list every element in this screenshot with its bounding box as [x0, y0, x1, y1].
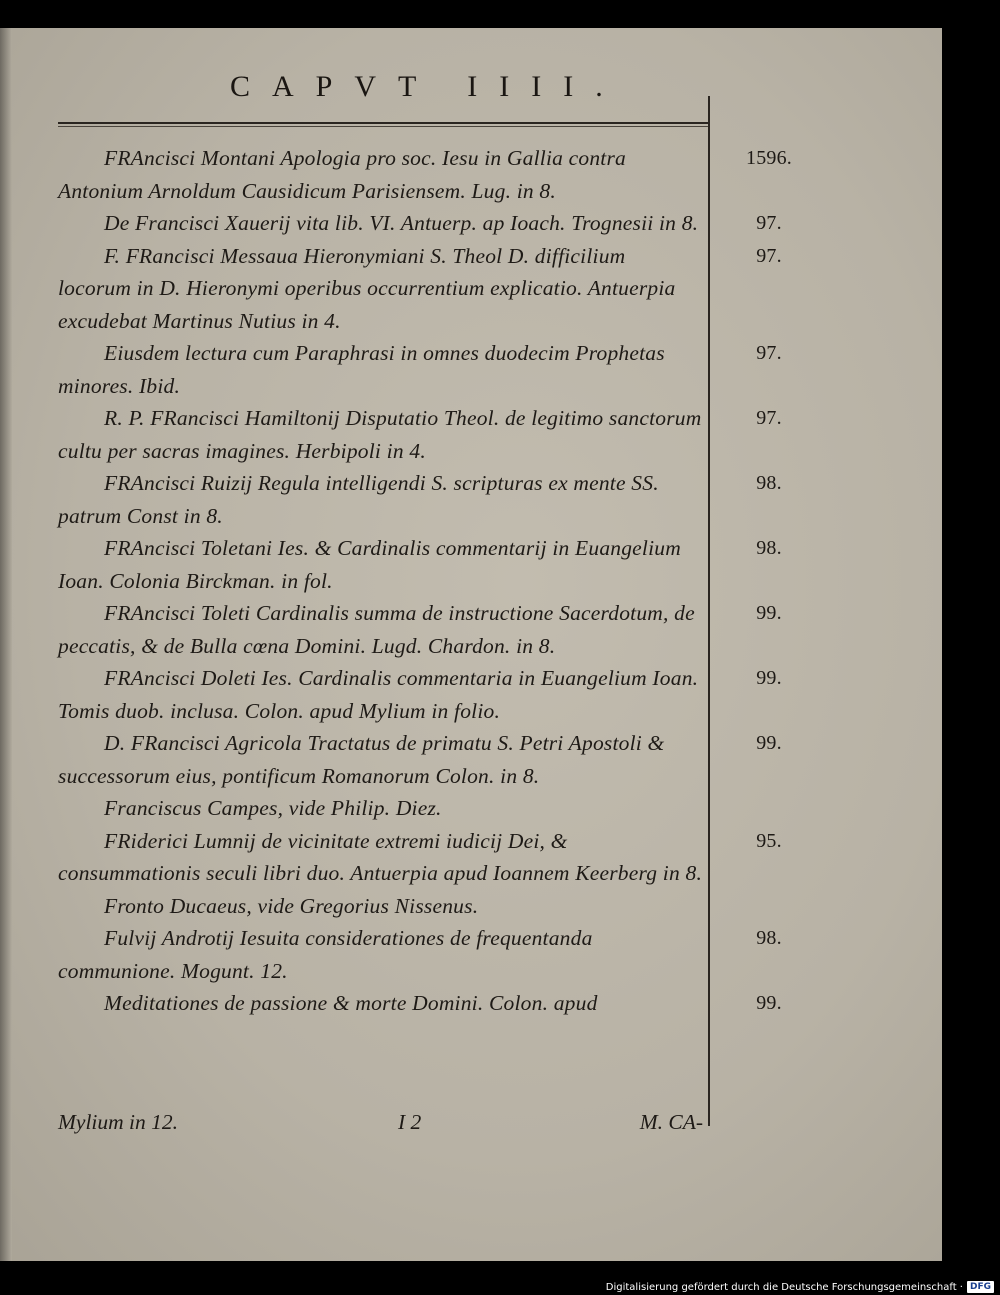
- entry-2: De Francisci Xauerij vita lib. VI. Antuerp. ap Ioach. Trognesii in 8. 97.: [58, 207, 703, 240]
- page-footer: [58, 1110, 703, 1142]
- entry-year: 99.: [756, 667, 782, 689]
- column-divider: [708, 96, 710, 1126]
- digitization-credit: [606, 1281, 994, 1293]
- entry-year: 97.: [756, 212, 782, 234]
- entry-7: FRAncisci Toletani Ies. & Cardinalis commentarij in Euangelium Ioan. Colonia Birckman. in fol. 98.: [58, 532, 703, 597]
- entry-1: FRAncisci Montani Apologia pro soc. Iesu in Gallia contra Antonium Arnoldum Causidicum Parisiensem. Lug. in 8. 1596.: [58, 142, 703, 207]
- entry-3: F. FRancisci Messaua Hieronymiani S. Theol D. difficilium locorum in D. Hieronymi operibus occurrentium explicatio. Antuerpia excudebat Martinus Nutius in 4. 97.: [58, 240, 703, 338]
- page-gutter: [0, 28, 12, 1261]
- entry-year: 99.: [756, 732, 782, 754]
- entry-4: Eiusdem lectura cum Paraphrasi in omnes duodecim Prophetas minores. Ibid. 97.: [58, 337, 703, 402]
- entry-year: 99.: [756, 602, 782, 624]
- header-rule: [58, 122, 708, 124]
- entry-8: FRAncisci Toleti Cardinalis summa de instructione Sacerdotum, de peccatis, & de Bulla cœna Domini. Lugd. Chardon. in 8. 99.: [58, 597, 703, 662]
- entry-year: 95.: [756, 829, 782, 852]
- entry-10: D. FRancisci Agricola Tractatus de primatu S. Petri Apostoli & successorum eius, pontificum Romanorum Colon. in 8. 99.: [58, 727, 703, 792]
- entry-year: 97.: [756, 407, 782, 429]
- entry-year: 98.: [756, 537, 782, 559]
- entry-year: 97.: [756, 342, 782, 364]
- entry-year: 98.: [756, 472, 782, 494]
- entry-year: 1596.: [746, 147, 792, 169]
- entry-9: FRAncisci Doleti Ies. Cardinalis commentaria in Euangelium Ioan. Tomis duob. inclusa. Colon. apud Mylium in folio. 99.: [58, 662, 703, 727]
- dfg-logo-icon: DFG: [967, 1281, 994, 1293]
- entry-11: Franciscus Campes, vide Philip. Diez.: [104, 796, 442, 820]
- entry-list: [58, 142, 792, 1020]
- entry-5: R. P. FRancisci Hamiltonij Disputatio Theol. de legitimo sanctorum cultu per sacras imagines. Herbipoli in 4. 97.: [58, 402, 703, 467]
- entry-year: 97.: [756, 244, 782, 267]
- entry-14: Fulvij Androtij Iesuita considerationes de frequentanda communione. Mogunt. 12. 98.: [58, 922, 703, 987]
- page-header: CAPVT IIII.: [230, 70, 625, 103]
- entry-year: 98.: [756, 927, 782, 949]
- entry-13: Fronto Ducaeus, vide Gregorius Nissenus.: [104, 893, 479, 918]
- catchword: M. CA-: [639, 1110, 703, 1134]
- entry-year: 99.: [756, 992, 782, 1014]
- signature-mark: I 2: [398, 1110, 422, 1134]
- entry-12: FRiderici Lumnij de vicinitate extremi iudicij Dei, & consummationis seculi libri duo. Antuerpia apud Ioannem Keerberg in 8. 95.: [58, 825, 703, 890]
- credit-text: Digitalisierung gefördert durch die Deutsche Forschungsgemeinschaft ·: [605, 1281, 963, 1293]
- entry-6: FRAncisci Ruizij Regula intelligendi S. scripturas ex mente SS. patrum Const in 8. 98.: [58, 467, 703, 532]
- entry-15: Meditationes de passione & morte Domini. Colon. apud 99.: [58, 987, 703, 1020]
- last-line: Mylium in 12.: [58, 1110, 179, 1134]
- header-rule-thin: [58, 126, 708, 127]
